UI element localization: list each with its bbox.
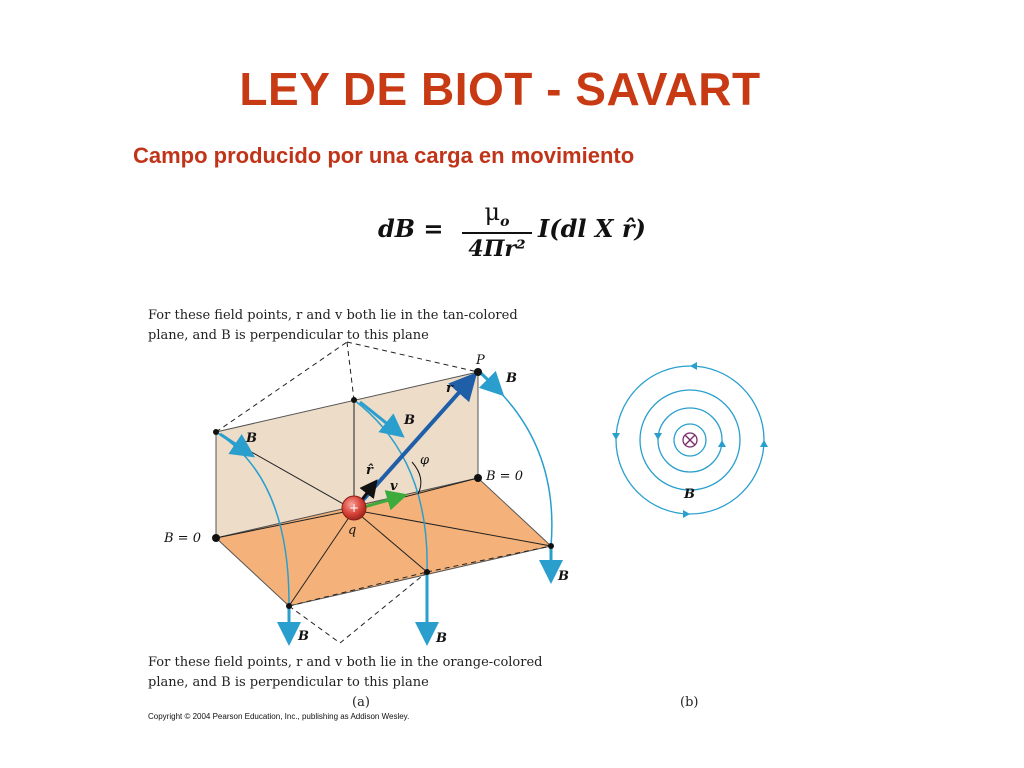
label-phi: φ (420, 453, 430, 468)
label-q: q (348, 523, 357, 538)
point-tan-left (213, 429, 219, 435)
point-P (474, 368, 482, 376)
label-r: r (446, 381, 453, 396)
copyright-notice: Copyright © 2004 Pearson Education, Inc., publishing as Addison Wesley. (148, 712, 410, 721)
label-B0-right: B = 0 (486, 469, 523, 484)
label-B0-left: B = 0 (164, 531, 201, 546)
label-P: P (476, 353, 485, 368)
label-B-bottom-mid: B (436, 631, 447, 646)
caption-top-line1: For these field points, r and v both lie in the tan-colored (148, 308, 518, 323)
label-B-bottom-left: B (298, 629, 309, 644)
caption-top-line2: plane, and B is perpendicular to this plane (148, 328, 429, 343)
point-orange-left (286, 603, 292, 609)
formula-lhs-text: dB = (378, 214, 444, 243)
fraction-bar (462, 232, 532, 234)
formula-denominator: 4Πr² (468, 235, 526, 262)
biot-savart-diagram (140, 288, 820, 728)
caption-bottom-line1: For these field points, r and v both lie in the orange-colored (148, 655, 543, 670)
point-B0-right (474, 474, 482, 482)
label-B-bottom-right: B (558, 569, 569, 584)
label-B-upper-mid: B (404, 413, 415, 428)
point-orange-right (548, 543, 554, 549)
label-b: (b) (680, 695, 699, 710)
label-B-upper-left: B (246, 431, 257, 446)
biot-savart-formula (378, 198, 678, 270)
charge-plus-icon: + (349, 501, 360, 515)
label-rhat: r̂ (366, 463, 373, 478)
label-a: (a) (352, 695, 370, 710)
label-B-panel-b: B (684, 487, 695, 502)
label-B-at-P: B (506, 371, 517, 386)
formula-numerator: $\mu_o$ (484, 198, 510, 230)
slide-subtitle: Campo producido por una carga en movimiento (133, 143, 635, 168)
B-vector-at-P (480, 372, 500, 392)
point-B0-left (212, 534, 220, 542)
formula-rhs: I(dl X r̂) (538, 214, 646, 243)
formula-lhs (378, 214, 444, 243)
slide-title: LEY DE BIOT - SAVART (239, 63, 761, 115)
label-v: v (390, 479, 398, 494)
formula-fraction (462, 198, 532, 262)
caption-bottom-line2: plane, and B is perpendicular to this plane (148, 675, 429, 690)
point-tan-mid (351, 397, 357, 403)
point-orange-mid (424, 569, 430, 575)
